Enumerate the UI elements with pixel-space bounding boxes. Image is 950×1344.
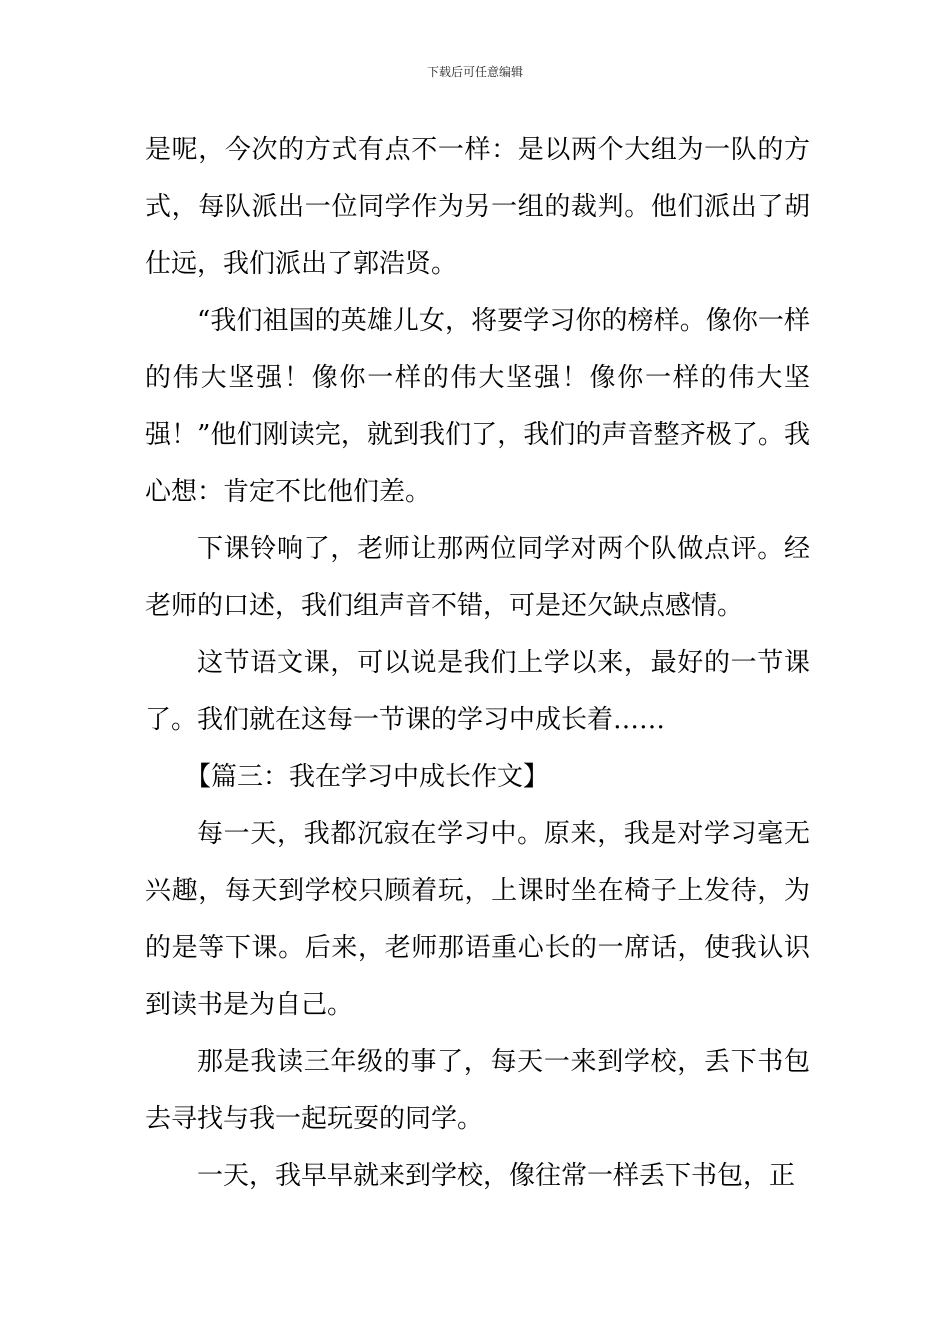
page-header: 下载后可任意编辑 bbox=[426, 65, 523, 79]
paragraph-7: 一天，我早早就来到学校，像往常一样丢下书包，正 bbox=[197, 1161, 796, 1191]
paragraph-2: “我们祖国的英雄儿女，将要学习你的榜样。像你一样的伟大坚强！像你一样的伟大坚强！像你一样的伟大坚强！”他们刚读完，就到我们了，我们的声音整齐极了。我心想：肯定不比他们差。 bbox=[145, 306, 810, 507]
document-body bbox=[145, 122, 810, 1205]
paragraph-4: 这节语文课，可以说是我们上学以来，最好的一节课了。我们就在这每一节课的学习中成长着…… bbox=[145, 648, 810, 735]
paragraph-1: 是呢，今次的方式有点不一样：是以两个大组为一队的方式，每队派出一位同学作为另一组的裁判。他们派出了胡仕远，我们派出了郭浩贤。 bbox=[145, 135, 810, 279]
section-heading: 【篇三：我在学习中成长作文】 bbox=[185, 762, 550, 792]
paragraph-6: 那是我读三年级的事了，每天一来到学校，丢下书包去寻找与我一起玩耍的同学。 bbox=[145, 1047, 810, 1134]
paragraph-5: 每一天，我都沉寂在学习中。原来，我是对学习毫无兴趣，每天到学校只顾着玩，上课时坐在椅子上发待，为的是等下课。后来，老师那语重心长的一席话，使我认识到读书是为自己。 bbox=[145, 819, 810, 1020]
paragraph-3: 下课铃响了，老师让那两位同学对两个队做点评。经老师的口述，我们组声音不错，可是还欠缺点感情。 bbox=[145, 534, 810, 621]
